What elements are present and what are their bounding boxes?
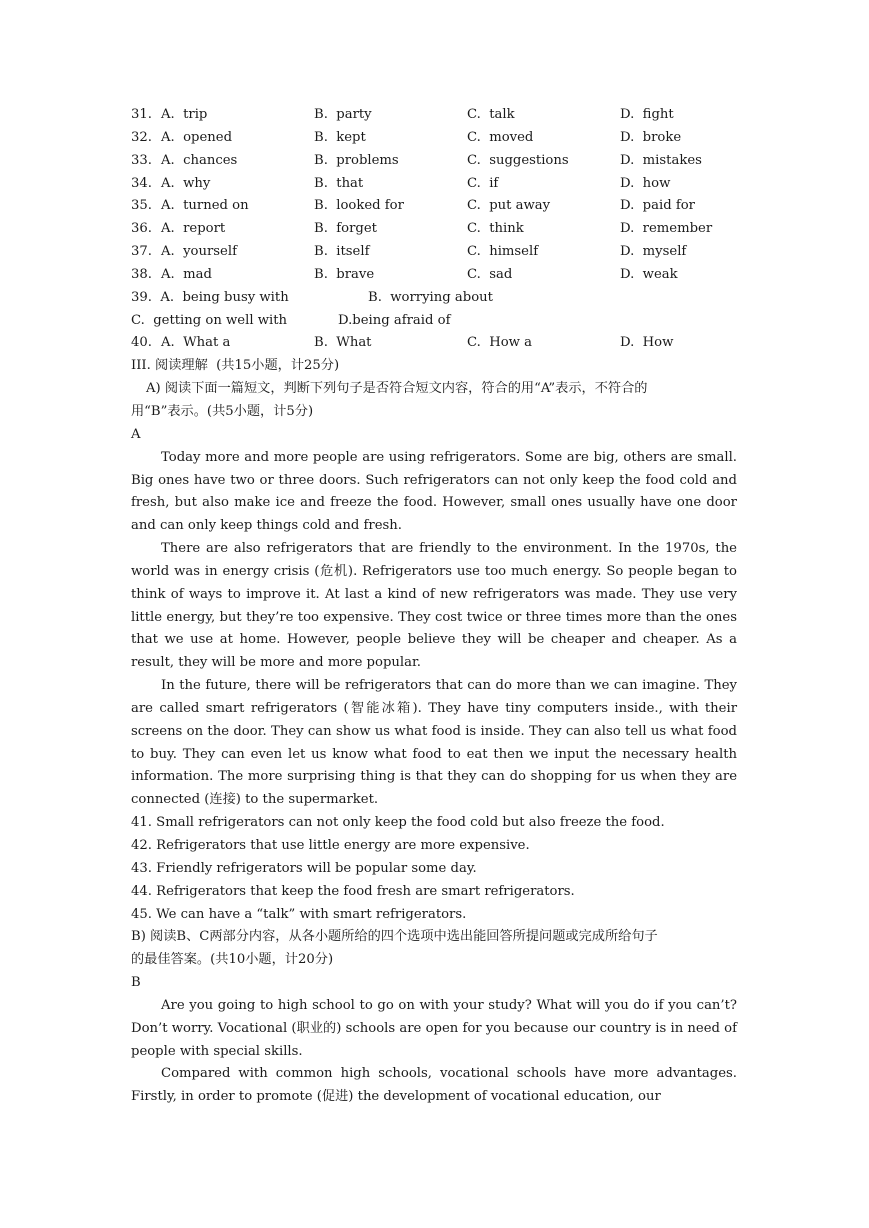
option-a: A. What a xyxy=(161,335,231,351)
part-b-instruction-2: 的最佳答案。(共10小题，计20分) xyxy=(131,952,334,968)
question-39-line-2 xyxy=(131,310,737,333)
option-b: B. kept xyxy=(314,129,366,145)
question-number: 31. xyxy=(131,107,152,122)
question-40 xyxy=(131,332,737,355)
option-d: D.being afraid of xyxy=(338,312,451,328)
question-39-line-1 xyxy=(131,287,737,310)
option-a: A. report xyxy=(161,221,226,237)
question-row xyxy=(131,173,737,196)
passage-a-paragraph-3: In the future, there will be refrigerators that can do more than we can imagine. They are called smart refrigerators (智能冰箱). They have tiny computers inside., with their screens on the door. They can show us what food is inside. They can also tell us what food to buy. They can even let us know what food to eat then we input the necessary health information. The more surprising thing is that they can do shopping for us when they are connected (连接) to the supermarket. xyxy=(131,678,737,808)
question-number: 37. xyxy=(131,244,152,260)
option-d: D. fight xyxy=(620,107,674,122)
question-number: 32. xyxy=(131,129,152,145)
option-c: C. sad xyxy=(467,266,513,282)
passage-b-label: B xyxy=(131,975,141,991)
option-a: A. yourself xyxy=(161,244,237,260)
statement-41: 41. Small refrigerators can not only keep the food cold but also freeze the food. xyxy=(131,815,665,831)
question-row xyxy=(131,104,737,127)
option-d: D. weak xyxy=(620,266,678,282)
choice-list xyxy=(131,104,737,287)
passage-a-paragraph-2: There are also refrigerators that are friendly to the environment. In the 1970s, the world was in energy crisis (危机). Refrigerators use too much energy. So people began to think of ways to improve it. At last a kind of new refrigerators was made. They use very little energy, but they’re too expensive. They cost twice or three times more than the ones that we use at home. However, people believe they will be cheaper and cheaper. As a result, they will be more and more popular. xyxy=(131,541,737,671)
option-a: A. chances xyxy=(161,152,238,168)
option-b: B. worrying about xyxy=(368,289,493,305)
question-number: 33. xyxy=(131,152,152,168)
option-b: B. that xyxy=(314,175,364,191)
passage-b-paragraph-2: Compared with common high schools, vocational schools have more advantages. Firstly, in order to promote (促进) the development of vocational education, our xyxy=(131,1066,737,1105)
option-b: B. forget xyxy=(314,221,377,237)
passage-a-paragraph-1: Today more and more people are using refrigerators. Some are big, others are small. Big ones have two or three doors. Such refrigerators can not only keep the food cold and fresh, but also make ice and freeze the food. However, small ones usually have one door and can only keep things cold and fresh. xyxy=(131,449,737,534)
option-b: B. What xyxy=(314,335,372,351)
option-c: C. talk xyxy=(467,107,515,122)
option-d: D. broke xyxy=(620,129,682,145)
statement-45: 45. We can have a “talk” with smart refrigerators. xyxy=(131,906,467,922)
statement-42: 42. Refrigerators that use little energy are more expensive. xyxy=(131,838,530,853)
option-a: A. opened xyxy=(161,129,233,145)
option-a: A. why xyxy=(161,175,211,191)
option-a: 39. A. being busy with xyxy=(131,289,289,305)
option-b: B. looked for xyxy=(314,198,404,214)
statement-43: 43. Friendly refrigerators will be popular some day. xyxy=(131,860,477,876)
section-3-title: III. 阅读理解 (共15小题，计25分) xyxy=(131,358,340,374)
question-row xyxy=(131,218,737,241)
question-row xyxy=(131,264,737,287)
question-number: 34. xyxy=(131,175,152,191)
question-row xyxy=(131,127,737,150)
part-b-instruction-1: B) 阅读B、C两部分内容，从各小题所给的四个选项中选出能回答所提问题或完成所给句子 xyxy=(131,929,658,945)
statement-44: 44. Refrigerators that keep the food fresh are smart refrigerators. xyxy=(131,883,575,899)
option-c: C. moved xyxy=(467,129,534,145)
document-page xyxy=(131,104,737,1109)
option-c: C. getting on well with xyxy=(131,312,288,328)
question-number: 36. xyxy=(131,221,152,237)
part-a-instruction-1: A) 阅读下面一篇短文，判断下列句子是否符合短文内容，符合的用“A”表示，不符合的 xyxy=(146,381,648,397)
option-c: C. How a xyxy=(467,335,532,351)
option-b: B. brave xyxy=(314,266,375,282)
question-row xyxy=(131,150,737,173)
passage-b-paragraph-1: Are you going to high school to go on with your study? What will you do if you can’t? Don’t worry. Vocational (职业的) schools are open for you because our country is in need of people with special skills. xyxy=(131,997,737,1059)
option-d: D. paid for xyxy=(620,198,695,214)
option-a: A. mad xyxy=(161,266,212,282)
option-c: C. suggestions xyxy=(467,152,569,168)
option-c: C. put away xyxy=(467,198,551,214)
option-b: B. itself xyxy=(314,244,370,260)
question-number: 40. xyxy=(131,335,152,351)
option-b: B. party xyxy=(314,107,372,122)
option-c: C. himself xyxy=(467,244,539,260)
option-a: A. turned on xyxy=(161,198,249,214)
part-a-instruction-2: 用“B”表示。(共5小题，计5分) xyxy=(131,403,314,419)
option-d: D. how xyxy=(620,175,671,191)
option-d: D. How xyxy=(620,335,674,351)
option-d: D. myself xyxy=(620,244,687,260)
passage-a-label: A xyxy=(131,426,141,442)
question-number: 38. xyxy=(131,266,152,282)
option-a: A. trip xyxy=(161,107,208,122)
option-c: C. think xyxy=(467,221,524,237)
option-b: B. problems xyxy=(314,152,399,168)
question-number: 35. xyxy=(131,198,152,214)
option-d: D. remember xyxy=(620,221,713,237)
question-row xyxy=(131,241,737,264)
option-c: C. if xyxy=(467,175,499,191)
option-d: D. mistakes xyxy=(620,152,702,168)
question-row xyxy=(131,195,737,218)
